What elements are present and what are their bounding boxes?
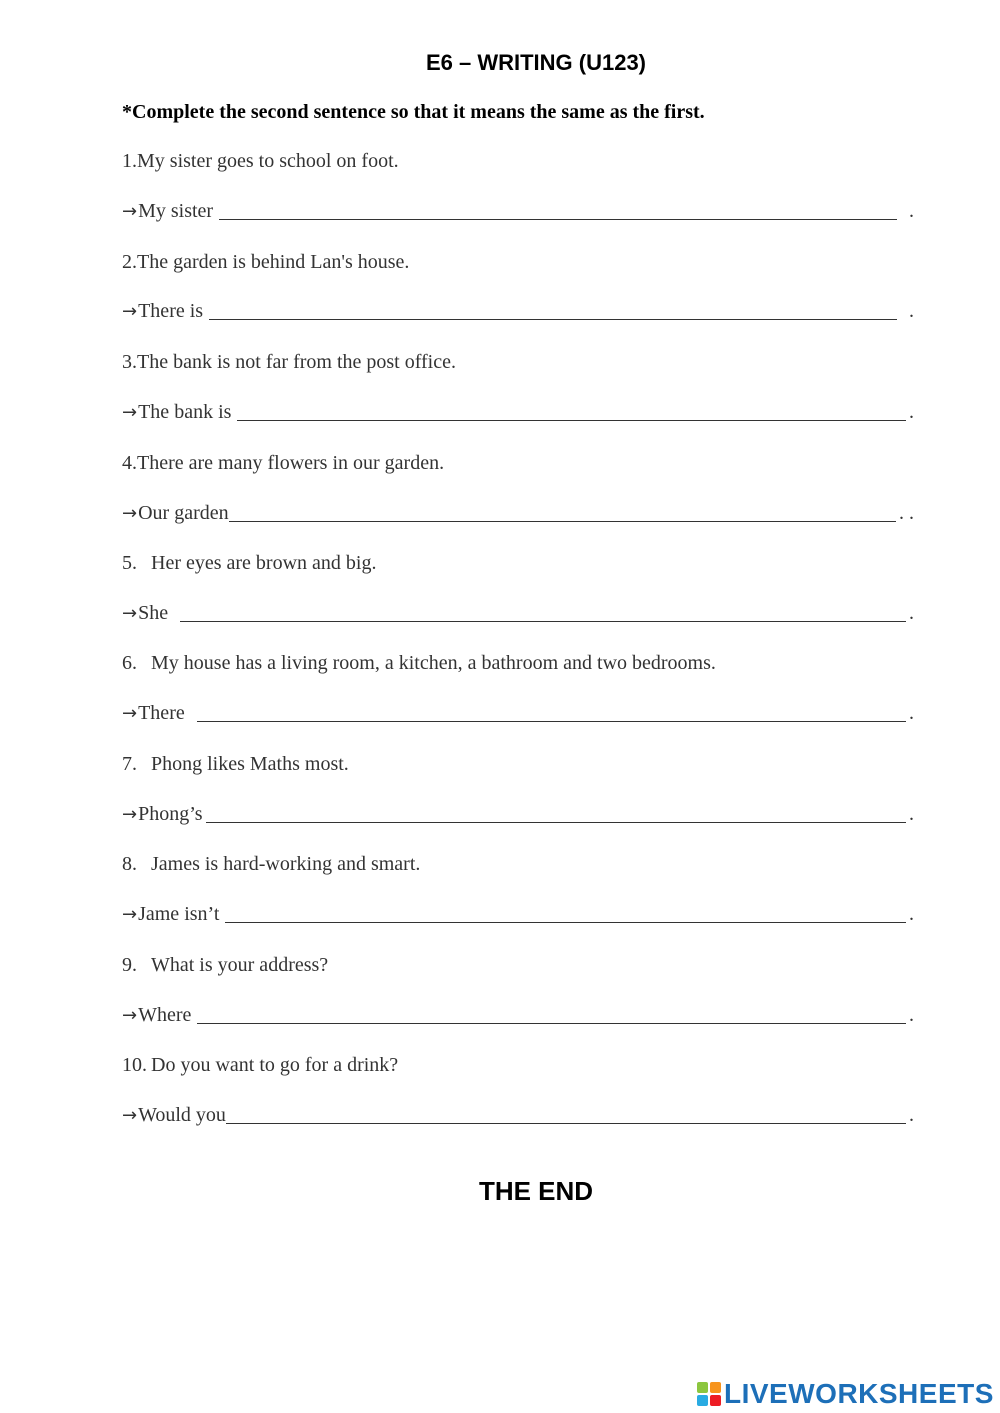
answer-blank[interactable] xyxy=(197,720,906,722)
arrow-icon: → xyxy=(122,402,138,423)
answer-2: → There is . xyxy=(122,300,914,322)
question-3: 3.The bank is not far from the post office. xyxy=(122,351,456,373)
answer-3: → The bank is . xyxy=(122,401,914,423)
question-8: 8. James is hard-working and smart. xyxy=(122,853,421,875)
answer-stem: Jame isn’t xyxy=(138,903,220,925)
answer-blank[interactable] xyxy=(226,1122,906,1124)
question-2: 2.The garden is behind Lan's house. xyxy=(122,251,410,273)
answer-5: → She . xyxy=(122,602,914,624)
answer-7: → Phong’s . xyxy=(122,803,914,825)
arrow-icon: → xyxy=(122,703,138,724)
arrow-icon: → xyxy=(122,201,138,222)
logo-mark-icon xyxy=(697,1382,721,1406)
answer-blank[interactable] xyxy=(206,821,906,823)
answer-stem: Would you xyxy=(138,1104,226,1126)
answer-stem: The bank is xyxy=(138,401,232,423)
liveworksheets-logo[interactable] xyxy=(697,1378,994,1410)
instruction-text: *Complete the second sentence so that it means the same as the first. xyxy=(122,101,705,123)
question-9: 9. What is your address? xyxy=(122,954,329,976)
answer-stem: There xyxy=(138,702,185,724)
answer-stem: There is xyxy=(138,300,204,322)
arrow-icon: → xyxy=(122,804,138,825)
question-5: 5. Her eyes are brown and big. xyxy=(122,552,377,574)
logo-text: LIVEWORKSHEETS xyxy=(724,1378,994,1409)
answer-1: → My sister . xyxy=(122,200,914,222)
question-4: 4.There are many flowers in our garden. xyxy=(122,452,445,474)
arrow-icon: → xyxy=(122,603,138,624)
answer-stem: Our garden xyxy=(138,502,229,524)
question-6: 6. My house has a living room, a kitchen, a bathroom and two bedrooms. xyxy=(122,652,716,674)
answer-10: → Would you . xyxy=(122,1104,914,1126)
answer-4: → Our garden . . xyxy=(122,502,914,524)
question-1: 1.My sister goes to school on foot. xyxy=(122,150,399,172)
answer-blank[interactable] xyxy=(209,318,897,320)
answer-stem: Where xyxy=(138,1004,192,1026)
arrow-icon: → xyxy=(122,904,138,925)
answer-blank[interactable] xyxy=(180,620,906,622)
answer-blank[interactable] xyxy=(197,1022,906,1024)
answer-blank[interactable] xyxy=(219,218,897,220)
arrow-icon: → xyxy=(122,1005,138,1026)
answer-blank[interactable] xyxy=(229,520,896,522)
answer-stem: My sister xyxy=(138,200,214,222)
question-10: 10. Do you want to go for a drink? xyxy=(122,1054,399,1076)
answer-blank[interactable] xyxy=(225,921,906,923)
answer-8: → Jame isn’t . xyxy=(122,903,914,925)
worksheet-title: E6 – WRITING (U123) xyxy=(425,50,647,75)
answer-6: → There . xyxy=(122,702,914,724)
answer-stem: She xyxy=(138,602,169,624)
the-end-heading: THE END xyxy=(478,1176,594,1206)
arrow-icon: → xyxy=(122,1105,138,1126)
arrow-icon: → xyxy=(122,301,138,322)
answer-blank[interactable] xyxy=(237,419,906,421)
answer-stem: Phong’s xyxy=(138,803,203,825)
answer-9: → Where . xyxy=(122,1004,914,1026)
question-7: 7. Phong likes Maths most. xyxy=(122,753,349,775)
arrow-icon: → xyxy=(122,503,138,524)
